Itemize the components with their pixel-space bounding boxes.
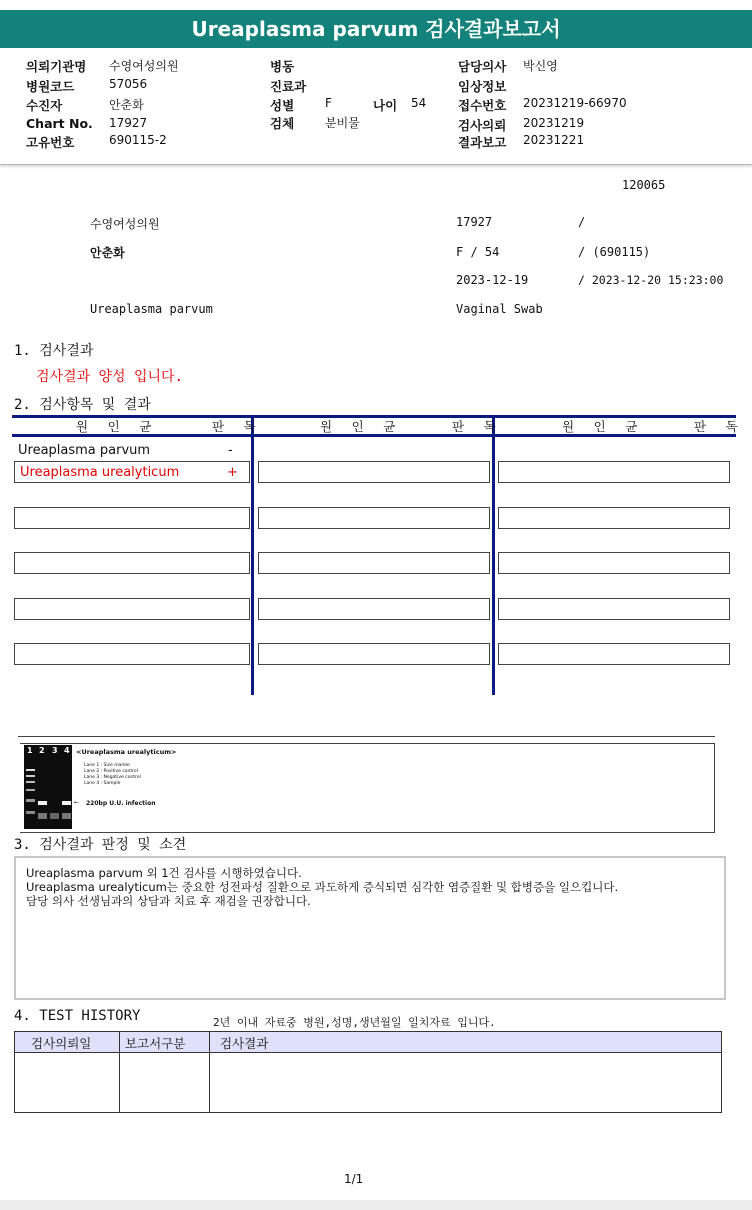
empty-cell bbox=[258, 598, 490, 620]
label-request-date: 검사의뢰 bbox=[458, 118, 507, 133]
detail-receive-date: 2023-12-19 bbox=[456, 273, 529, 287]
gel-legend-3: Lane 3 : Negative control bbox=[84, 775, 141, 780]
history-col-divider bbox=[119, 1032, 120, 1112]
label-report-date: 결과보고 bbox=[458, 135, 507, 150]
result-row-name: Ureaplasma urealyticum bbox=[20, 465, 180, 480]
table-divider-1 bbox=[251, 415, 254, 695]
section3-title: 3. 검사결과 판정 및 소견 bbox=[14, 837, 187, 853]
value-age: 54 bbox=[411, 96, 427, 110]
col-header-pathogen-1: 원 인 균 bbox=[76, 419, 158, 434]
gel-lane-4: 4 bbox=[64, 746, 70, 755]
label-chart-no: Chart No. bbox=[26, 116, 93, 131]
empty-cell bbox=[258, 461, 490, 483]
value-doctor: 박신영 bbox=[523, 59, 558, 73]
history-header-result: 검사결과 bbox=[220, 1036, 269, 1051]
value-chart-no: 17927 bbox=[109, 116, 148, 130]
empty-cell bbox=[14, 598, 250, 620]
label-hospital-code: 병원코드 bbox=[26, 79, 75, 94]
section1-result: 검사결과 양성 입니다. bbox=[36, 369, 184, 385]
report-title: Ureaplasma parvum 검사결과보고서 bbox=[0, 10, 752, 48]
label-patient: 수진자 bbox=[26, 98, 63, 113]
gel-legend-4: Lane 4 : Sample bbox=[84, 781, 121, 786]
result-row-name: Ureaplasma parvum bbox=[18, 443, 151, 458]
label-institution: 의뢰기관명 bbox=[26, 59, 87, 74]
history-header-request-date: 검사의뢰일 bbox=[31, 1036, 92, 1051]
empty-cell bbox=[258, 552, 490, 574]
detail-birth: / (690115) bbox=[578, 245, 651, 259]
empty-cell bbox=[498, 598, 730, 620]
history-header-report-type: 보고서구분 bbox=[125, 1036, 186, 1051]
label-receipt-no: 접수번호 bbox=[458, 98, 507, 113]
opinion-line-3: 담당 의사 선생님과의 상담과 치료 후 재검을 권장합니다. bbox=[26, 894, 311, 908]
detail-hospital: 수영여성의원 bbox=[90, 217, 160, 231]
empty-cell bbox=[258, 643, 490, 665]
col-header-pathogen-3: 원 인 균 bbox=[562, 419, 644, 434]
detail-chart: 17927 bbox=[456, 215, 493, 229]
result-row-value: + bbox=[227, 465, 238, 480]
gel-band-label: 220bp U.U. infection bbox=[86, 800, 156, 807]
label-department: 진료과 bbox=[270, 79, 307, 94]
table-divider-2 bbox=[492, 415, 495, 695]
col-header-judge-3: 판 독 bbox=[694, 419, 744, 434]
gel-legend-2: Lane 2 : Positive control bbox=[84, 769, 138, 774]
gel-figure-box bbox=[20, 743, 715, 833]
col-header-judge-2: 판 독 bbox=[452, 419, 502, 434]
gel-lane-3: 3 bbox=[52, 746, 58, 755]
value-hospital-code: 57056 bbox=[109, 77, 148, 91]
empty-cell bbox=[498, 552, 730, 574]
page-number: 1/1 bbox=[344, 1172, 364, 1186]
label-clinical-info: 임상정보 bbox=[458, 79, 507, 94]
value-specimen: 분비물 bbox=[325, 116, 360, 130]
gel-legend-1: Lane 1 : Size marker bbox=[84, 763, 131, 768]
label-sex: 성별 bbox=[270, 98, 295, 113]
section4-note: 2년 이내 자료중 병원,성명,생년월일 일치자료 입니다. bbox=[213, 1016, 496, 1029]
gel-arrow-icon: ← bbox=[74, 799, 80, 806]
detail-patient: 안춘화 bbox=[90, 246, 125, 260]
gel-lane-2: 2 bbox=[39, 746, 45, 755]
col-header-judge-1: 판 독 bbox=[212, 419, 262, 434]
history-header-row bbox=[15, 1032, 721, 1053]
patient-info-panel bbox=[0, 48, 752, 165]
gel-top-rule bbox=[18, 736, 715, 737]
label-age: 나이 bbox=[373, 98, 398, 113]
detail-code: 120065 bbox=[622, 178, 666, 192]
gel-title: <Ureaplasma urealyticum> bbox=[76, 748, 177, 756]
gel-lane-1: 1 bbox=[27, 746, 33, 755]
result-row-value: - bbox=[228, 443, 233, 458]
empty-cell bbox=[498, 643, 730, 665]
empty-cell bbox=[258, 507, 490, 529]
section1-title: 1. 검사결과 bbox=[14, 343, 94, 359]
label-unique-no: 고유번호 bbox=[26, 135, 75, 150]
detail-slash: / bbox=[578, 215, 586, 229]
label-doctor: 담당의사 bbox=[458, 59, 507, 74]
empty-cell bbox=[14, 552, 250, 574]
history-col-divider bbox=[209, 1032, 210, 1112]
opinion-box bbox=[14, 856, 726, 1000]
gel-electrophoresis-image bbox=[24, 745, 72, 829]
empty-cell bbox=[498, 461, 730, 483]
detail-test-name: Ureaplasma parvum bbox=[90, 302, 213, 316]
opinion-line-1: Ureaplasma parvum 외 1건 검사를 시행하였습니다. bbox=[26, 866, 302, 880]
detail-sex-age: F / 54 bbox=[456, 245, 500, 259]
value-sex: F bbox=[325, 96, 332, 110]
value-institution: 수영여성의원 bbox=[109, 59, 179, 73]
section2-title: 2. 검사항목 및 결과 bbox=[14, 397, 151, 413]
value-receipt-no: 20231219-66970 bbox=[523, 96, 627, 110]
section4-title: 4. TEST HISTORY bbox=[14, 1008, 141, 1024]
value-patient: 안춘화 bbox=[109, 98, 144, 112]
value-unique-no: 690115-2 bbox=[109, 133, 167, 147]
detail-report-datetime: / 2023-12-20 15:23:00 bbox=[578, 273, 724, 287]
label-specimen: 검체 bbox=[270, 116, 295, 131]
bottom-bar bbox=[0, 1200, 752, 1210]
empty-cell bbox=[14, 507, 250, 529]
col-header-pathogen-2: 원 인 균 bbox=[320, 419, 402, 434]
empty-cell bbox=[14, 643, 250, 665]
label-ward: 병동 bbox=[270, 59, 295, 74]
opinion-line-2: Ureaplasma urealyticum는 중요한 성전파성 질환으로 과도하게 증식되면 심각한 염증질환 및 합병증을 일으킵니다. bbox=[26, 880, 619, 894]
history-table bbox=[14, 1031, 722, 1113]
detail-specimen: Vaginal Swab bbox=[456, 302, 543, 316]
value-request-date: 20231219 bbox=[523, 116, 585, 130]
value-report-date: 20231221 bbox=[523, 133, 585, 147]
empty-cell bbox=[498, 507, 730, 529]
